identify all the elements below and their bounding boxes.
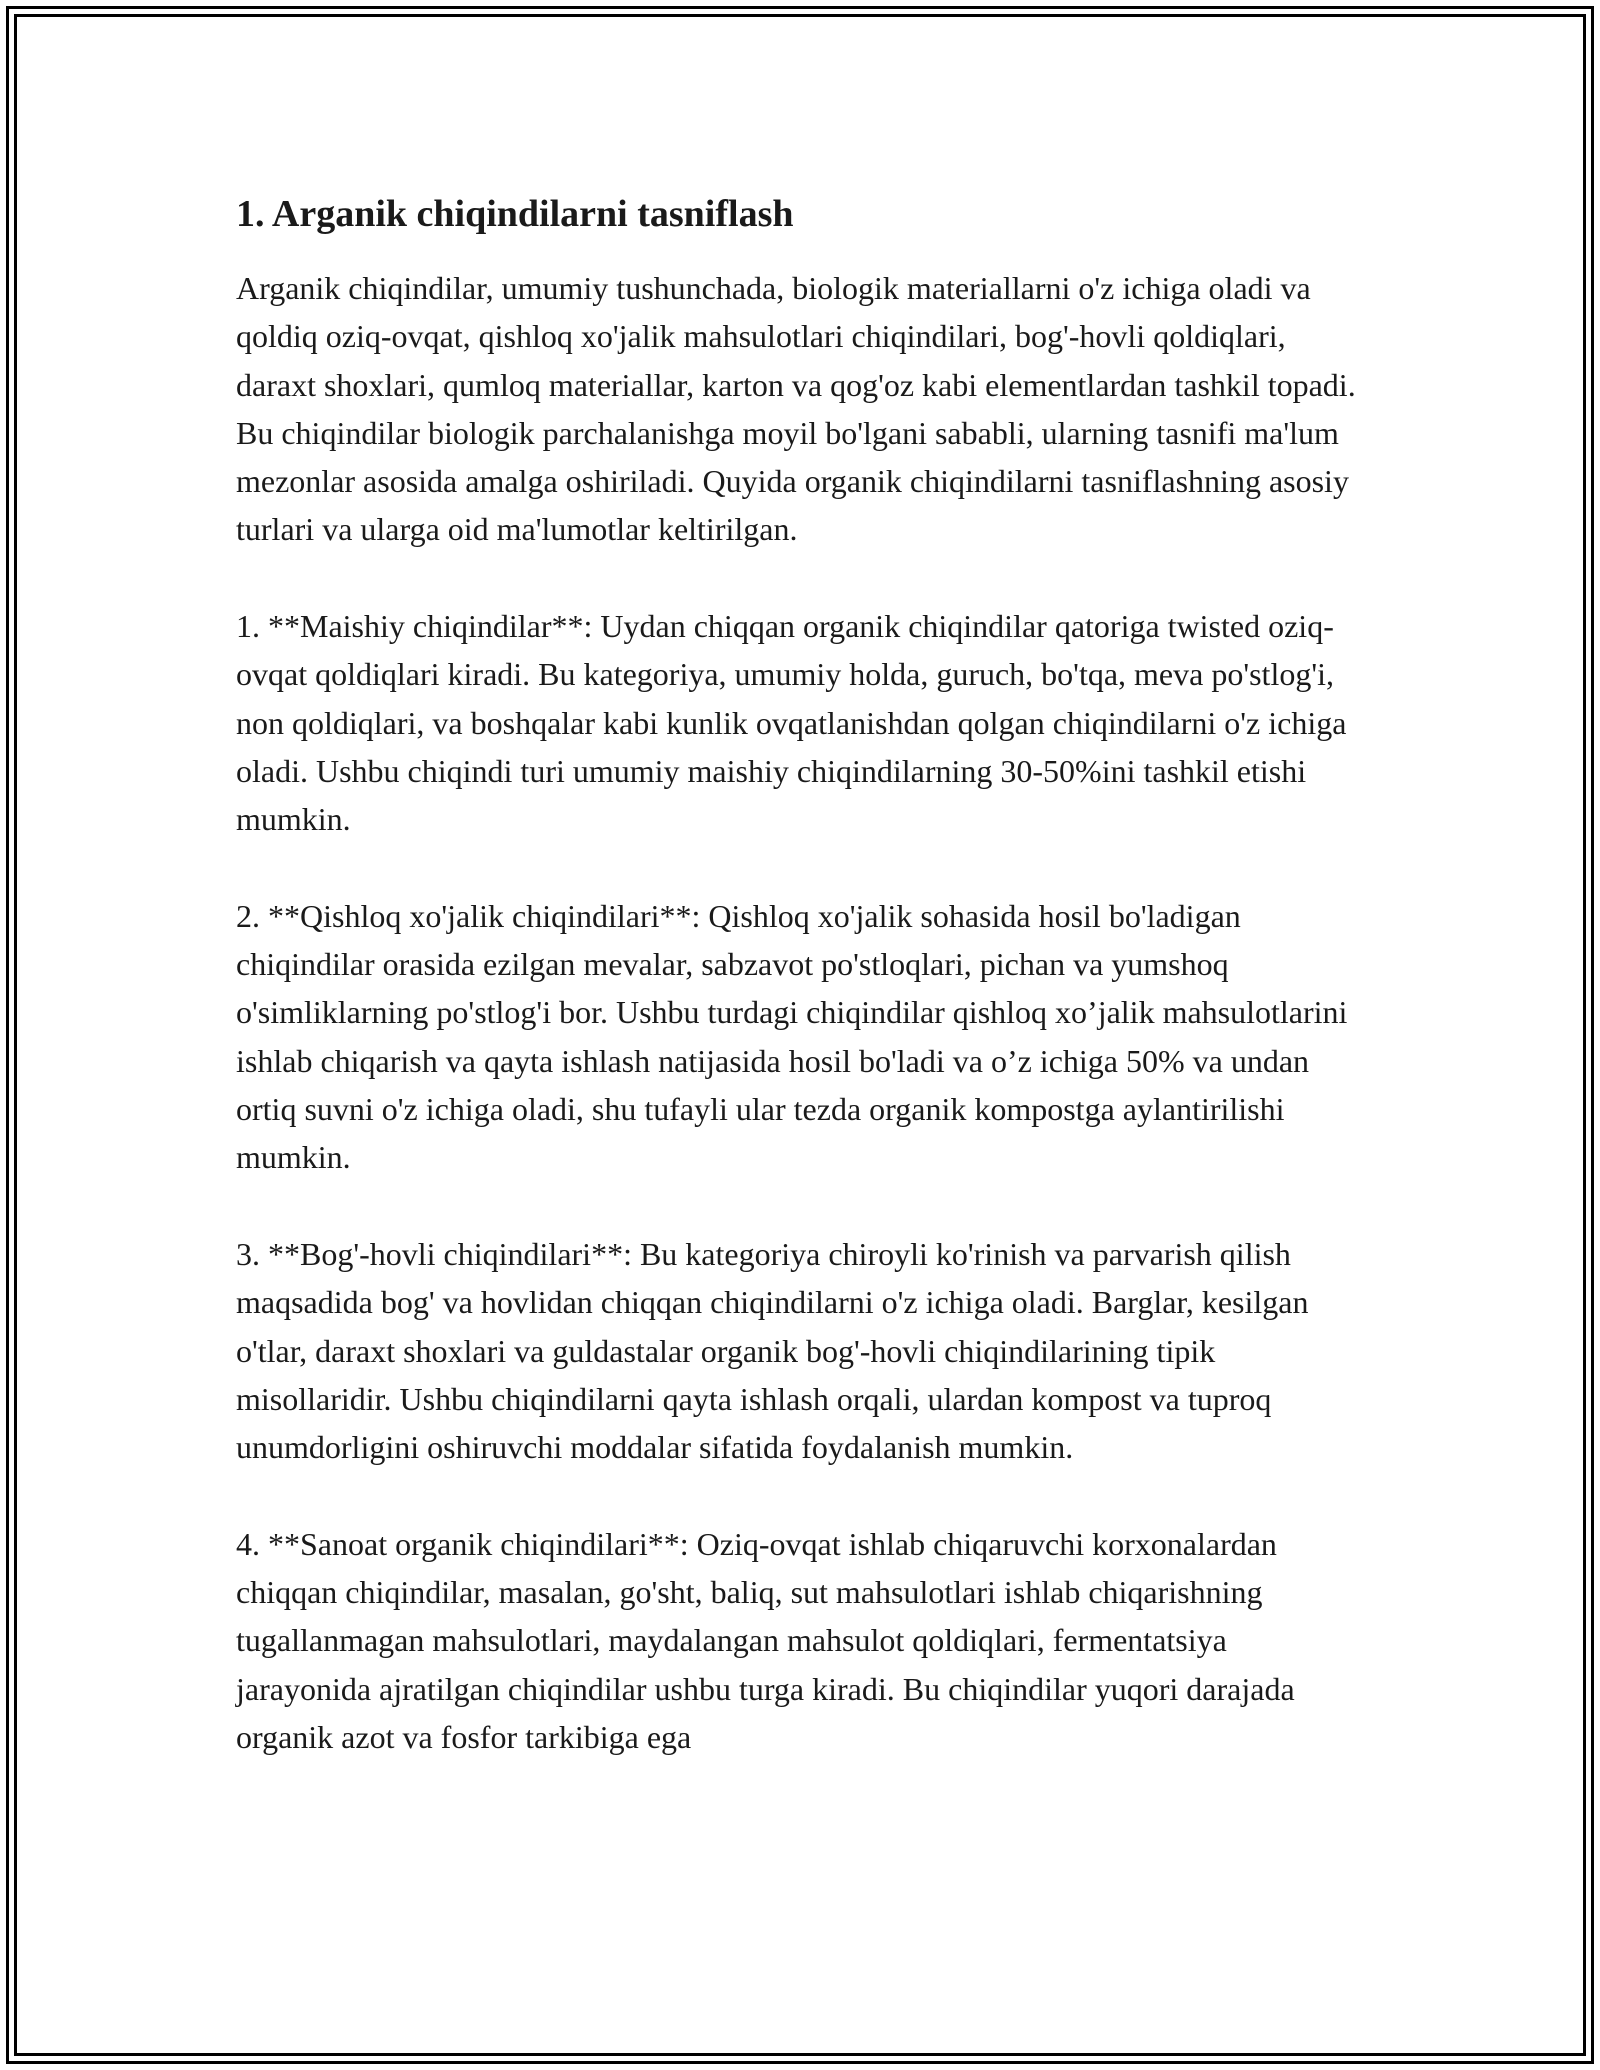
document-body: [236, 186, 1366, 1761]
intro-paragraph: Arganik chiqindilar, umumiy tushunchada, biologik materiallarni o'z ichiga oladi va qoldiq oziq-ovqat, qishloq xo'jalik mahsulotlari chiqindilari, bog'-hovli qoldiqlari, daraxt shoxlari, qumloq materiallar, karton va qog'oz kabi elementlardan tashkil topadi. Bu chiqindilar biologik parchalanishga moyil bo'lgani sababli, ularning tasnifi ma'lum mezonlar asosida amalga oshiriladi. Quyida organik chiqindilarni tasniflashning asosiy turlari va ularga oid ma'lumotlar keltirilgan.: [236, 270, 1356, 548]
section-heading: 1. Arganik chiqindilarni tasniflash: [236, 193, 794, 235]
paragraph-garden-waste: 3. **Bog'-hovli chiqindilari**: Bu kategoriya chiroyli ko'rinish va parvarish qilish maqsadida bog' va hovlidan chiqqan chiqindilarni o'z ichiga oladi. Barglar, kesilgan o'tlar, daraxt shoxlari va guldastalar organik bog'-hovli chiqindilarining tipik misollaridir. Ushbu chiqindilarni qayta ishlash orqali, ulardan kompost va tuproq unumdorligini oshiruvchi moddalar sifatida foydalanish mumkin.: [236, 1235, 1309, 1466]
paragraph-agricultural-waste: 2. **Qishloq xo'jalik chiqindilari**: Qishloq xo'jalik sohasida hosil bo'ladigan chiqindilar orasida ezilgan mevalar, sabzavot po'stloqlari, pichan va yumshoq o'simliklarning po'stlog'i bor. Ushbu turdagi chiqindilar qishloq xo’jalik mahsulotlarini ishlab chiqarish va qayta ishlash natijasida hosil bo'ladi va o’z ichiga 50% va undan ortiq suvni o'z ichiga oladi, shu tufayli ular tezda organik kompostga aylantirilishi mumkin.: [236, 897, 1348, 1176]
paragraph-industrial-waste: 4. **Sanoat organik chiqindilari**: Oziq-ovqat ishlab chiqaruvchi korxonalardan chiqqan chiqindilar, masalan, go'sht, baliq, sut mahsulotlari ishlab chiqarishning tugallanmagan mahsulotlari, maydalangan mahsulot qoldiqlari, fermentatsiya jarayonida ajratilgan chiqindilar ushbu turga kiradi. Bu chiqindilar yuqori darajada organik azot va fosfor tarkibiga ega: [236, 1525, 1295, 1755]
paragraph-household-waste: 1. **Maishiy chiqindilar**: Uydan chiqqan organik chiqindilar qatoriga twisted oziq-ovqat qoldiqlari kiradi. Bu kategoriya, umumiy holda, guruch, bo'tqa, meva po'stlog'i, non qoldiqlari, va boshqalar kabi kunlik ovqatlanishdan qolgan chiqindilarni o'z ichiga oladi. Ushbu chiqindi turi umumiy maishiy chiqindilarning 30-50%ini tashkil etishi mumkin.: [236, 608, 1347, 838]
